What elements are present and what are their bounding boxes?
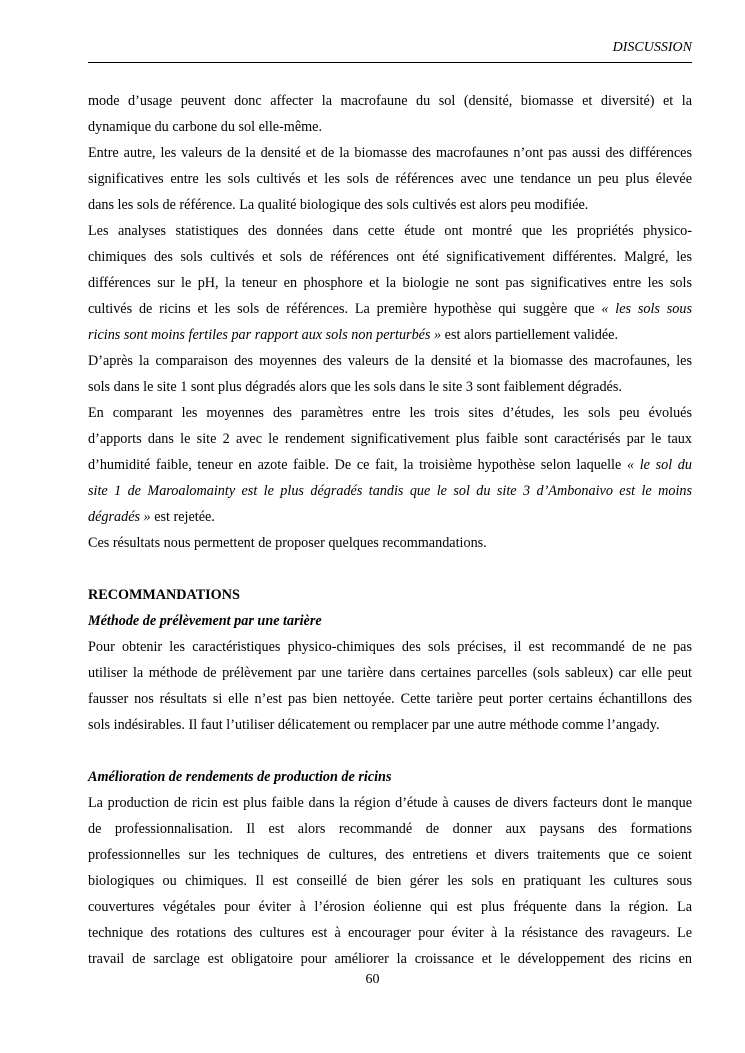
text-segment: La production de ricin est plus faible dans la région d’étude à causes de divers facteurs dont le manque — [88, 795, 692, 811]
text-segment: dynamique du carbone du sol elle-même. — [88, 119, 323, 135]
text-segment: couvertures végétales pour éviter à l’érosion éolienne qui est plus fréquente dans la région. La — [88, 899, 692, 915]
text-line — [88, 530, 692, 556]
text-line — [88, 504, 692, 530]
text-segment: d’apports dans le site 2 avec le rendement significativement plus faible sont caractérisés par le taux — [88, 431, 692, 447]
subsection-heading: Méthode de prélèvement par une tarière — [88, 613, 322, 629]
text-line — [88, 140, 692, 166]
text-line — [88, 400, 692, 426]
italic-quote: « les sols sous — [601, 301, 692, 317]
text-segment: technique des rotations des cultures est à encourager pour éviter à la résistance des ravageurs. Le — [88, 925, 692, 941]
text-line — [88, 426, 692, 452]
text-line — [88, 894, 692, 920]
blank-line — [88, 738, 692, 764]
text-line — [88, 816, 692, 842]
text-segment: travail de sarclage est obligatoire pour améliorer la croissance et le développement des ricins en — [88, 951, 692, 967]
text-segment: professionnelles sur les techniques de cultures, des entretiens et divers traitements que ce soient — [88, 847, 692, 863]
text-line — [88, 920, 692, 946]
text-line — [88, 660, 692, 686]
text-line — [88, 296, 692, 322]
text-line — [88, 114, 692, 140]
text-line — [88, 166, 692, 192]
text-line — [88, 946, 692, 972]
text-line — [88, 322, 692, 348]
text-segment: Entre autre, les valeurs de la densité et de la biomasse des macrofaunes n’ont pas aussi des différences — [88, 145, 692, 161]
text-segment: fausser nos résultats si elle n’est pas bien nettoyée. Cette tarière peut porter certains échantillons des — [88, 691, 692, 707]
text-segment: Les analyses statistiques des données dans cette étude ont montré que les propriétés physico- — [88, 223, 692, 239]
header-rule — [88, 62, 692, 63]
text-line — [88, 244, 692, 270]
text-line — [88, 764, 692, 790]
text-line — [88, 868, 692, 894]
text-segment: D’après la comparaison des moyennes des valeurs de la densité et la biomasse des macrofaunes, les — [88, 353, 692, 369]
text-line — [88, 790, 692, 816]
text-segment: est alors partiellement validée. — [441, 327, 619, 343]
text-line — [88, 712, 692, 738]
text-segment: Pour obtenir les caractéristiques physico-chimiques des sols précises, il est recommandé de ne pas — [88, 639, 692, 655]
italic-quote: dégradés » — [88, 509, 151, 525]
text-line — [88, 348, 692, 374]
text-segment: utiliser la méthode de prélèvement par une tarière dans certaines parcelles (sols sableux) car elle peut — [88, 665, 692, 681]
text-segment: différences sur le pH, la teneur en phosphore et la biologie ne sont pas significatives entre les sols — [88, 275, 692, 291]
text-segment: de professionnalisation. Il est alors recommandé de donner aux paysans des formations — [88, 821, 692, 837]
text-line — [88, 88, 692, 114]
text-segment: biologiques ou chimiques. Il est conseillé de bien gérer les sols en pratiquant les cultures sous — [88, 873, 692, 889]
text-line — [88, 634, 692, 660]
text-segment: sols dans le site 1 sont plus dégradés alors que les sols dans le site 3 sont faiblement dégradés. — [88, 379, 622, 395]
text-line — [88, 608, 692, 634]
text-line — [88, 478, 692, 504]
running-header: DISCUSSION — [612, 40, 692, 55]
text-line — [88, 218, 692, 244]
text-segment: En comparant les moyennes des paramètres entre les trois sites d’études, les sols peu évolués — [88, 405, 692, 421]
blank-line — [88, 556, 692, 582]
subsection-heading: Amélioration de rendements de production de ricins — [88, 769, 392, 785]
text-segment: dans les sols de référence. La qualité biologique des sols cultivés est alors peu modifiée. — [88, 197, 589, 213]
italic-quote: site 1 de Maroalomainty est le plus dégradés tandis que le sol du site 3 d’Ambonaivo est le moins — [88, 483, 692, 499]
text-line — [88, 374, 692, 400]
text-line — [88, 582, 692, 608]
text-segment: significatives entre les sols cultivés et les sols de références avec une tendance un peu plus élevée — [88, 171, 692, 187]
text-segment: chimiques des sols cultivés et sols de références ont été significativement différentes. Malgré, les — [88, 249, 692, 265]
text-line — [88, 452, 692, 478]
text-segment: sols indésirables. Il faut l’utiliser délicatement ou remplacer par une autre méthode comme l’angady. — [88, 717, 660, 733]
section-heading: RECOMMANDATIONS — [88, 587, 240, 603]
text-segment: Ces résultats nous permettent de proposer quelques recommandations. — [88, 535, 487, 551]
page-number: 60 — [365, 972, 380, 987]
text-segment: d’humidité faible, teneur en azote faible. De ce fait, la troisième hypothèse selon laquelle — [88, 457, 627, 473]
text-segment: mode d’usage peuvent donc affecter la macrofaune du sol (densité, biomasse et diversité) et la — [88, 93, 692, 109]
text-line — [88, 270, 692, 296]
text-segment: est rejetée. — [150, 509, 215, 525]
text-line — [88, 192, 692, 218]
text-segment: cultivés de ricins et les sols de références. La première hypothèse qui suggère que — [88, 301, 602, 317]
italic-quote: ricins sont moins fertiles par rapport aux sols non perturbés » — [88, 327, 442, 343]
text-line — [88, 842, 692, 868]
page-body — [88, 88, 692, 972]
text-line — [88, 686, 692, 712]
italic-quote: « le sol du — [626, 457, 692, 473]
